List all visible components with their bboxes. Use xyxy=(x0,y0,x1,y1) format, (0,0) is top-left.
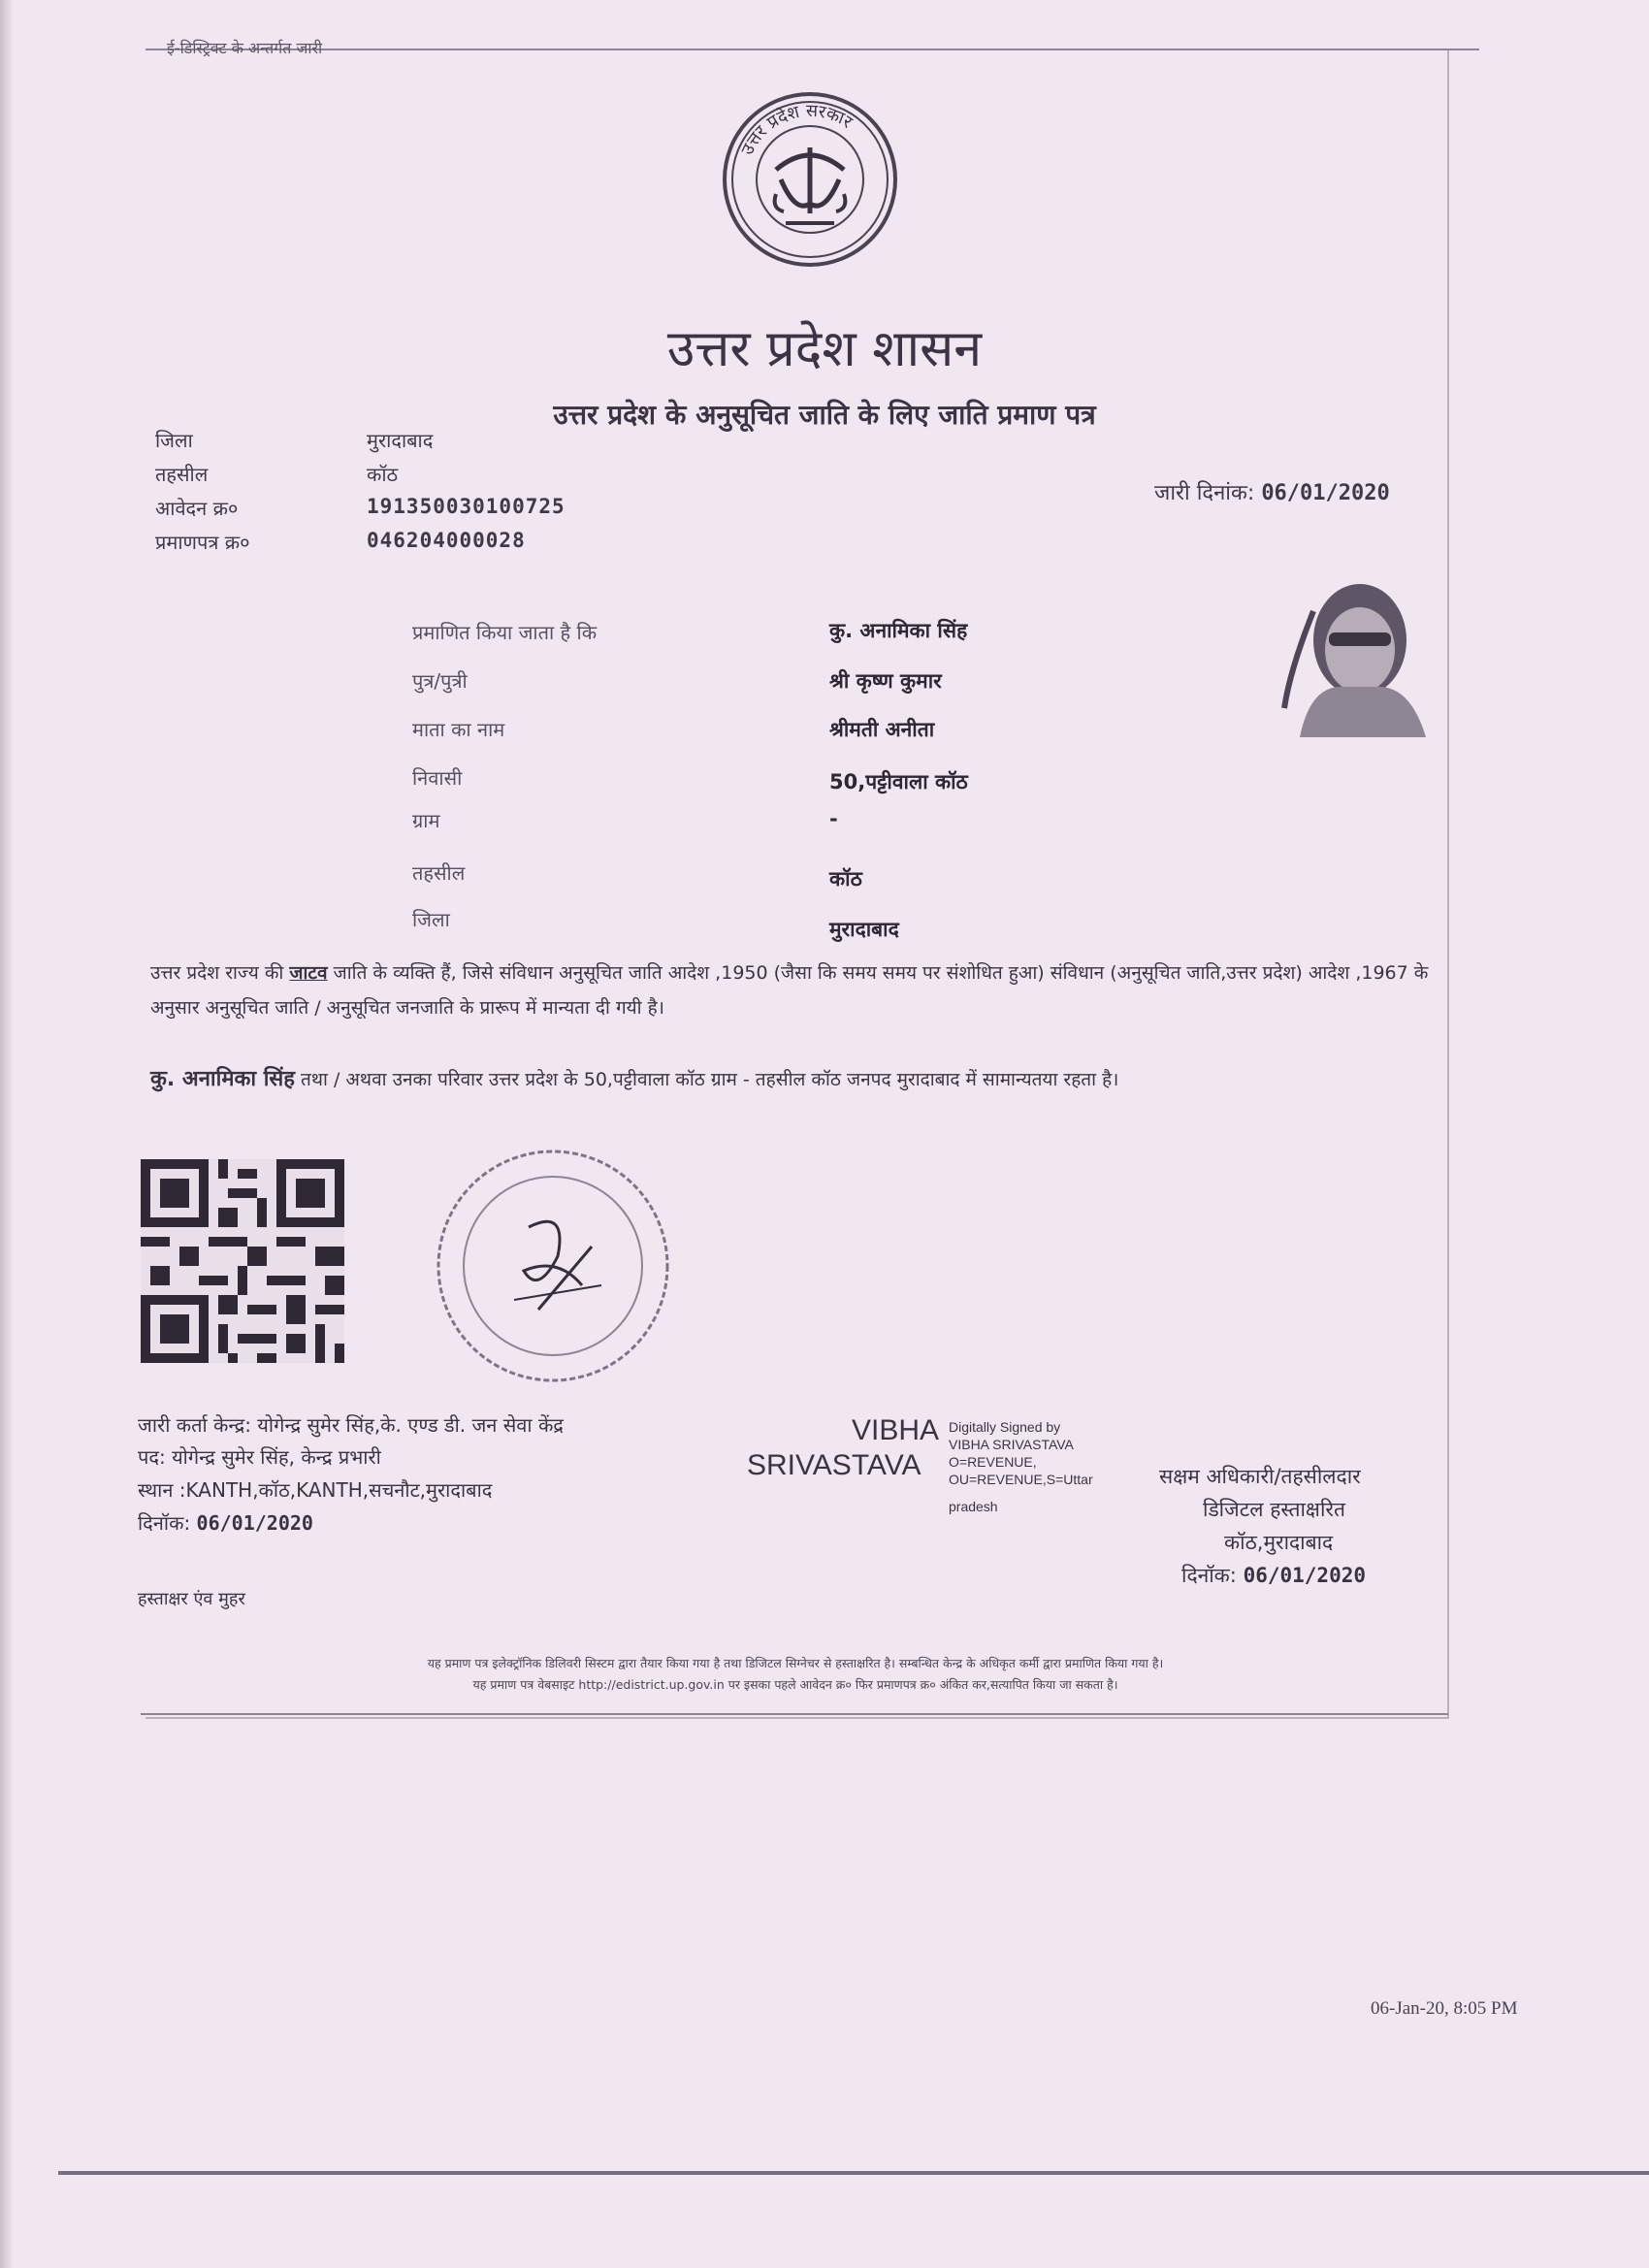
officer-place: कॉठ,मुरादाबाद xyxy=(1224,1531,1334,1554)
district-value: मुरादाबाद xyxy=(367,429,434,452)
official-seal-stamp xyxy=(422,1140,684,1392)
issue-date-label: जारी दिनांक: xyxy=(1154,481,1255,505)
up-government-emblem-icon xyxy=(718,87,902,272)
issue-date xyxy=(1154,477,1390,506)
officer-title: सक्षम अधिकारी/तहसीलदार xyxy=(1159,1465,1361,1488)
digital-signer-last-name: SRIVASTAVA xyxy=(747,1449,922,1481)
district-label: जिला xyxy=(155,429,193,452)
issue-date-value: 06/01/2020 xyxy=(1261,481,1390,505)
caste-statement xyxy=(150,956,1450,1025)
issuer-date-label: दिनॉक: xyxy=(138,1511,191,1535)
caste-statement-prefix: उत्तर प्रदेश राज्य की xyxy=(150,962,284,984)
qr-code xyxy=(141,1159,344,1363)
footer-note xyxy=(141,1653,1450,1696)
resident-label: निवासी xyxy=(412,766,463,790)
applicant-name: कु. अनामिका सिंह xyxy=(829,619,968,642)
issuer-date-value: 06/01/2020 xyxy=(196,1511,313,1535)
field-tehsil-label: तहसील xyxy=(412,861,466,885)
dsig-line-2: VIBHA SRIVASTAVA xyxy=(949,1437,1074,1452)
residence-applicant-name: कु. अनामिका सिंह xyxy=(150,1067,295,1091)
resident-value: 50,पट्टीवाला कॉठ xyxy=(829,770,968,794)
father-name: श्री कृष्ण कुमार xyxy=(829,669,942,693)
header-note: ई-डिस्ट्रिक्ट के अन्तर्गत जारी xyxy=(167,39,323,57)
government-title: उत्तर प्रदेश शासन xyxy=(666,320,983,378)
certificate-no-value: 046204000028 xyxy=(367,529,526,552)
village-value: - xyxy=(829,807,838,830)
application-no-value: 191350030100725 xyxy=(367,495,566,518)
top-divider xyxy=(146,49,1479,50)
issuing-centre: जारी कर्ता केन्द्र: योगेन्द्र सुमेर सिंह,के. एण्ड डी. जन सेवा केंद्र xyxy=(138,1413,564,1437)
mother-name: श्रीमती अनीता xyxy=(829,718,935,741)
dsig-line-5: pradesh xyxy=(949,1499,998,1514)
issuer-post: पद: योगेन्द्र सुमेर सिंह, केन्द्र प्रभारी xyxy=(138,1445,381,1469)
son-daughter-label: पुत्र/पुत्री xyxy=(412,669,468,693)
caste-name: जाटव xyxy=(289,962,328,984)
signature-seal-note: हस्ताक्षर एंव मुहर xyxy=(138,1589,245,1609)
mother-name-label: माता का नाम xyxy=(412,718,505,741)
certified-label: प्रमाणित किया जाता है कि xyxy=(412,621,598,644)
officer-digitally-signed: डिजिटल हस्ताक्षरित xyxy=(1203,1498,1345,1521)
footer-divider xyxy=(141,1713,1448,1715)
field-tehsil-value: कॉठ xyxy=(829,867,862,891)
dsig-line-3: O=REVENUE, xyxy=(949,1454,1037,1470)
officer-date-value: 06/01/2020 xyxy=(1243,1564,1367,1587)
tehsil-value: कॉठ xyxy=(367,463,399,486)
footer-line-2: यह प्रमाण पत्र वेबसाइट http://edistrict.up.gov.in पर इसका पहले आवेदन क्र० फिर प्रमाणपत्र क्र० अंकित कर,सत्यापित किया जा सकता है। xyxy=(472,1677,1118,1692)
field-district-value: मुरादाबाद xyxy=(829,918,899,941)
village-label: ग्राम xyxy=(412,809,440,832)
caste-statement-text: जाति के व्यक्ति हैं, जिसे संविधान अनुसूचित जाति आदेश ,1950 (जैसा कि समय समय पर संशोधित हुआ) संविधान (अनुसूचित जाति,उत्तर प्रदेश) आदेश ,1967 के अनुसार अनुसूचित जाति / अनुसूचित जनजाति के प्रारूप में मान्यता दी गयी है। xyxy=(150,962,1429,1019)
residence-statement-text: तथा / अथवा उनका परिवार उत्तर प्रदेश के 50,पट्टीवाला कॉठ ग्राम - तहसील कॉठ जनपद मुरादाबाद में सामान्यतया रहता है। xyxy=(301,1069,1119,1090)
applicant-photo xyxy=(1271,572,1445,737)
print-timestamp: 06-Jan-20, 8:05 PM xyxy=(1371,1998,1518,2019)
application-no-label: आवेदन क्र० xyxy=(155,497,239,520)
officer-date xyxy=(1181,1562,1366,1589)
officer-date-label: दिनॉक: xyxy=(1181,1564,1237,1587)
issuer-date xyxy=(138,1509,313,1536)
certificate-title: उत्तर प्रदेश के अनुसूचित जाति के लिए जाति प्रमाण पत्र xyxy=(553,399,1096,431)
residence-statement xyxy=(150,1062,1450,1097)
svg-text:उत्तर प्रदेश सरकार: उत्तर प्रदेश सरकार xyxy=(736,100,857,159)
digital-signature-details xyxy=(949,1418,1093,1515)
footer-line-1: यह प्रमाण पत्र इलेक्ट्रॉनिक डिलिवरी सिस्टम द्वारा तैयार किया गया है तथा डिजिटल सिग्नेचर से हस्ताक्षरित है। सम्बन्धित केन्द्र के अधिकृत कर्मी द्वारा प्रमाणित किया गया है। xyxy=(427,1656,1164,1670)
issuer-place: स्थान :KANTH,कॉठ,KANTH,सचनौट,मुरादाबाद xyxy=(138,1478,493,1502)
digital-signer-first-name: VIBHA xyxy=(852,1414,940,1446)
certificate-no-label: प्रमाणपत्र क्र० xyxy=(155,531,250,554)
bottom-scan-line xyxy=(58,2171,1649,2175)
field-district-label: जिला xyxy=(412,908,450,931)
dsig-line-1: Digitally Signed by xyxy=(949,1419,1061,1435)
tehsil-label: तहसील xyxy=(155,463,209,486)
dsig-line-4: OU=REVENUE,S=Uttar xyxy=(949,1472,1093,1487)
